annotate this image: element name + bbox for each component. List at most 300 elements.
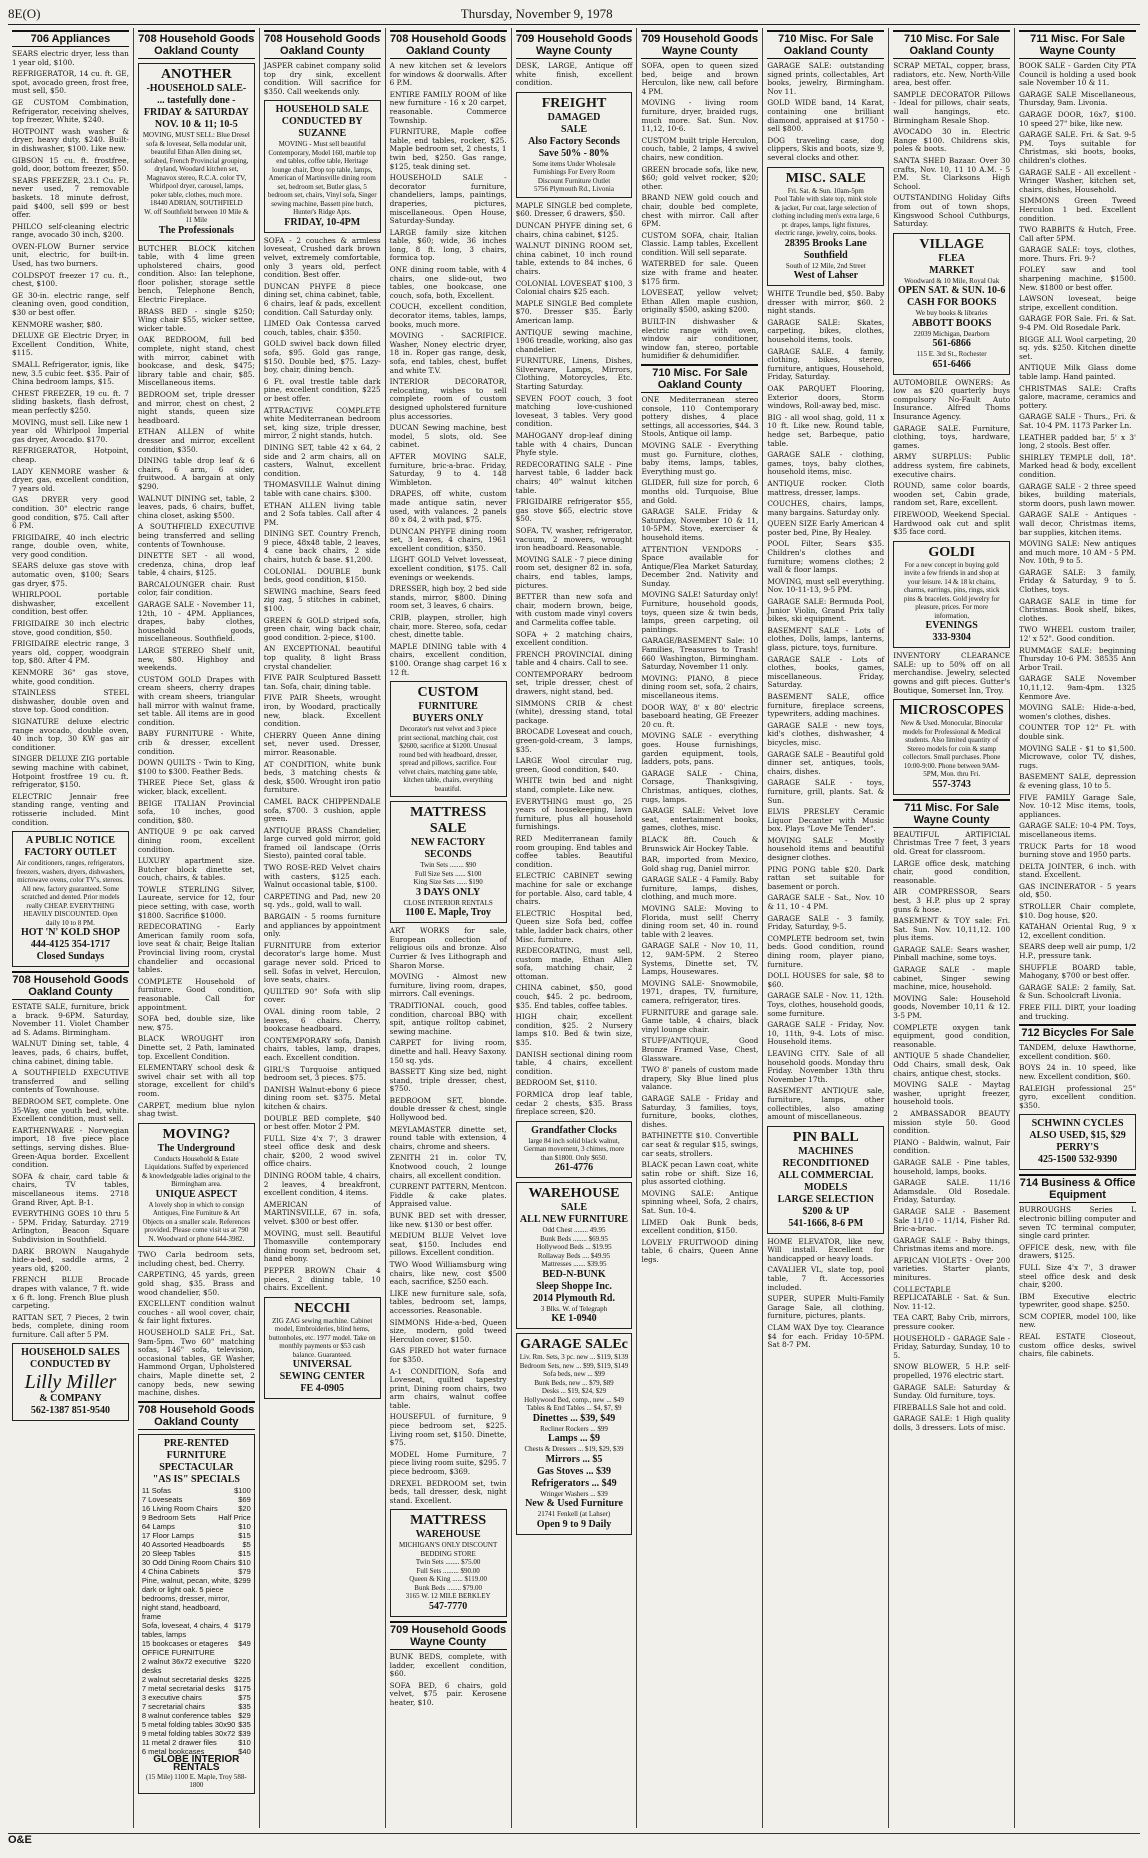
classified-ad: GARAGE SALE. 4 family, clothing, bikes, stereo, furniture, antiques, Household, Friday, Saturday. [767, 346, 885, 382]
price-item: 5 metal folding tables 30x90 [141, 1719, 236, 1729]
classified-ad: LARGE Wool circular rug, green, Good condition, $40. [515, 756, 633, 774]
classified-ad: GARAGE SALE: 10-4 PM. Toys, miscellaneous items. [1019, 821, 1137, 839]
display-ad-line: FE 4-0905 [300, 1383, 345, 1395]
price-item: 7 Loveseats [141, 1494, 183, 1504]
price-value: $39 [238, 1728, 251, 1738]
classified-ad: QUEEN SIZE Early American 4 poster bed, Pine, By Healey. [767, 519, 885, 537]
classified-ad: CONTEMPORARY bedroom set, triple dresser, chest of drawers, night stand, bed. [515, 669, 633, 697]
display-ad-line: South of 12 Mile, 2nd Street [785, 261, 866, 270]
section-header: 709 Household Goods Wayne County [390, 1621, 507, 1650]
classified-ad: AN EXCEPTIONAL beautiful top quality, 8 light Brass crystal chandelier. [263, 644, 381, 671]
classified-ad: ART WORKS for sale, European collection of religious oils and bronze. Also Currier & Ives Lithograph and Sharon Morse. [389, 926, 507, 970]
classified-ad: CONTEMPORARY sofa, Danish chairs, tables, lamp, drapes, each. Excellent condition. [263, 1035, 381, 1062]
classified-ad: CHERRY Queen Anne dining set, never used. Dresser, mirror. Reasonable. [263, 730, 381, 757]
classified-ad: GIBSON 15 cu. ft. frostfree, gold, door, bottom freezer, $50. [12, 155, 129, 174]
display-ad-line: 562-1387 851-9540 [30, 1405, 111, 1417]
display-ad-line: MATTRESS SALE [410, 805, 487, 837]
display-ad-line: CONDUCTED BY SUZANNE [281, 116, 363, 140]
classified-ad: WALNUT DINING set, table, 2 leaves, pads, 6 chairs, buffet, china closet, asking $500. [137, 493, 255, 520]
classified-ad: GARAGE SALE: 1 High quality dolls, 3 dressers. Lots of misc. [893, 1414, 1011, 1432]
classified-ad: CARPET, medium blue nylon shag twist. [137, 1100, 255, 1119]
display-ad-bednbunk [516, 1182, 633, 1329]
classified-ad: RALEIGH professional 25" gyro, excellent condition. $350. [1019, 1083, 1137, 1110]
classified-ad: MOVING SALE: Antique spinning wheel, Sofa, 2 chairs, Sat. Sun. 10-4. [641, 1188, 759, 1216]
classified-ad: FRIGIDAIRE refrigerator $55, gas stove $65, electric stove $50. [515, 497, 633, 524]
display-ad-line: Mirrors ... $5 [545, 1453, 603, 1465]
price-row [142, 1648, 251, 1657]
classified-ad: AUTOMOBILE OWNERS: As low as $20 quarterly buys compulsory No-Fault Auto Insurance. Alfred Thoms Insurance Agency. [893, 377, 1011, 422]
display-ad-line: CONDUCTED BY [30, 1359, 111, 1371]
display-ad-line: Air conditioners, ranges, refrigerators, freezers, washers, dryers, dishwashers, microwave ovens, color TV's, stereos. All new, factory guaranteed. Some scratched and dented. Prior models really CHEAP. EVERYTHING HEAVILY DISCOUNTED. Open daily 10 to 8 PM. [16, 859, 125, 927]
classified-ad: BIGGE ALL Wool carpeting, 20 sq. yds. $250. Kitchen dinette set. [1019, 334, 1137, 361]
classified-ad: 6 Ft. oval trestle table dark pine, excellent condition, $225 or best offer. [263, 376, 381, 403]
classified-ad: FULL Size 4'x 7', 3 drawer steel office desk and desk chair, $200, 2 wood swivel office chairs. [263, 1133, 381, 1169]
classified-ad: GOLD swivel back down filled sofa, $95. Gold gas range, $150. Double bed, $75. Lazy-boy, chair, dining bench. [263, 339, 381, 375]
classified-ad: SEVEN FOOT couch, 3 foot matching love-cushioned loveseat, 3 tables. Very good condition. [515, 393, 633, 429]
price-item: 11 metal 2 drawer files [141, 1737, 217, 1747]
display-ad-line: 18440 ADRIAN, SOUTHFIELD [149, 199, 243, 207]
classified-ad: DOG traveling case, dog clippers, Skis and boots, size 9, several clocks and other. [767, 135, 885, 162]
display-ad-line: 28395 Brooks Lane [784, 237, 867, 249]
classified-ad: GARAGE SALE: Skates, carpeting, bikes, clothes, household items, tools. [767, 317, 885, 344]
classified-ad: A SOUTHFIELD EXECUTIVE being transferred and selling contents of Townhouse. [137, 522, 255, 549]
classified-ad: DUNCAN PHYFE 8 piece dining set, china cabinet, table, 6 chairs, leaf & pads, excellent condition. Call Saturday only. [263, 281, 381, 317]
classified-ad: GARAGE SALE - 3 family, Friday, Saturday, 9-5. [767, 913, 885, 932]
display-ad-line: KE 1-0940 [551, 1313, 597, 1325]
display-ad-line: King Size Sets ...... $190 [413, 878, 483, 887]
classified-ad: GE CUSTOM Combination, Refrigerator, receiving shelves, top freezer, White, $240. [12, 97, 129, 125]
display-ad-line: Also Factory Seconds [528, 135, 620, 147]
display-ad-micro [893, 699, 1010, 795]
display-ad-line: HOUSEHOLD SALES [21, 1347, 120, 1359]
display-ad-line: -HOUSEHOLD SALE- [146, 83, 247, 94]
classified-ad: GARAGE SALE - Nov. 11, 12th. Toys, clothes, household goods, some furniture. [767, 991, 885, 1018]
classified-ad: GARAGE SALE: toys, clothes, more. Thurs. Fri. 9-? [1019, 245, 1137, 263]
display-ad-pinball [767, 1126, 884, 1234]
classified-ad: CUSTOM built triple Herculon, couch, table, 2 lamps, 4 swivel chairs, new condition. [641, 135, 759, 162]
classified-ad: HOUSEFUL of furniture, 9 piece bedroom set, $225. Living room set, $150. Dinette, $75. [389, 1412, 507, 1448]
column-4 [385, 28, 511, 1828]
classified-ad: FRENCH BLUE Brocade drapes with valance, 7 ft. wide x 6 ft. long. French Blue plush carpeting. [12, 1275, 129, 1311]
classified-ad: FURNITURE and garage sale. Game table, 4 chairs, black vinyl lounge chair. [641, 1007, 759, 1034]
classified-ad: MOVING SALE: Moving to Florida, must sell! Cherry dining room set, 40 in. round table with 2 leaves. [641, 904, 759, 939]
classified-ad: MAPLE DINING table with 4 chairs, excellent condition, $100. Orange shag carpet 16 x 12 ft. [389, 641, 507, 677]
classified-ad: GREEN brocade sofa, like new, $60; gold velvet rocker, $20; other. [641, 164, 759, 191]
classified-ad: GARAGE SALE - Beautiful gold dinner set, antiques, tools, chairs, dishes. [767, 749, 885, 776]
price-value: $15 [238, 1530, 251, 1540]
display-ad-line: Conducts Household & Estate Liquidations. Staffed by experienced & knowledgeable ladies original to the Birmingham area. [142, 1154, 251, 1189]
display-ad-line: PIN BALL [792, 1129, 859, 1145]
classified-ad: LIKE new furniture sale, sofa, tables, bedroom set, lamps, accessories. Reasonable. [389, 1288, 507, 1315]
classified-ad: MOVING: PIANO, 8 piece dining room set, sofa, 2 chairs, miscellaneous items. [641, 673, 759, 700]
classified-ad: AFRICAN VIOLETS - Over 200 varieties. Starter plants, minitures. [893, 1255, 1011, 1283]
section-header: 710 Misc. For Sale Oakland County [767, 30, 884, 59]
classified-ad: SEARS deluxe gas stove with automatic oven, $100; Sears gas dryer, $75. [12, 561, 129, 588]
classified-ad: KENMORE washer, $80. [12, 319, 103, 329]
price-item: 16 Living Room Chairs [141, 1503, 218, 1513]
classified-ad: COLLECTABLE REPLICATABLE - Sat. & Sun. Nov. 11-12. [893, 1284, 1011, 1311]
classified-ad: SMALL Refrigerator, ignis, like new, 3.5 cubic feet. $35. Pair of China bedroom lamps, $15. [12, 360, 129, 387]
classified-ad: BIG - all wool shag, gold, 11 x 10 ft. Like new. Round table, hedge set, Barbeque, patio table. [767, 412, 885, 448]
classified-ad: DARK BROWN Naugahyde hide-a-bed, saddle arms, 2 years old, $200. [12, 1246, 129, 1273]
display-ad-suzanne [264, 100, 381, 233]
masthead [8, 4, 1140, 25]
classified-ad: HOUSEHOLD SALE Fri., Sat. 9am-5pm. Two 60" matching sofas, 146" sofa, television, occasional tables, GE Washer, Hammond Organ, Upholstered chairs, Maple dinette set, 2 canopy beds, new sewing machine, dishes. [137, 1327, 255, 1398]
price-row [142, 1567, 251, 1576]
classified-ad: REFRIGERATOR, 14 cu. ft. GE, spot, avocado green, frost free, must sell, $50. [12, 69, 129, 96]
classified-ad: GE 30-in. electric range, self cleaning oven, good condition, $30 or best offer. [12, 290, 129, 318]
display-ad-line: ANOTHER [160, 67, 232, 82]
classified-ad: ANTIQUE 9 pc oak carved dining room, excellent condition. [137, 827, 255, 854]
column-5 [511, 28, 637, 1828]
classified-ad: GARAGE SALE. 11/16 Adamsdale. Old Rosedale. Friday, Saturday. [893, 1178, 1011, 1205]
price-item: 20 Sleep Tables [141, 1548, 196, 1558]
classified-ad: CHEST FREEZER, 19 cu. ft. 7 sliding baskets, flash defrost, mean perfectly $250. [12, 388, 129, 415]
display-ad-line: Full Sets ......... $90.00 [416, 1566, 480, 1575]
section-header: 708 Household Goods Oakland County [264, 30, 381, 59]
classified-ad: JASPER cabinet company solid top dry sink, excellent condition. Will sacrifice for $350. Call weekends only. [263, 61, 381, 96]
classified-ad: EARTHENWARE - Norwegian import, 18 five piece place settings, serving dishes. Blue-Green-Aqua border. Excellent condition. [12, 1125, 129, 1170]
price-item: 15 bookcases or etageres [141, 1638, 229, 1648]
classified-ad: BROCADE Loveseat and couch, green-gold-cream, 3 lamps, $35. [515, 727, 633, 754]
display-ad-line: SALE [560, 123, 588, 135]
classified-ad: ATTENTION VENDORS - Space available for Antique/Flea Market Saturday, December 2nd. Nativity and Sunday. [641, 544, 759, 588]
classified-ad: ANTIQUE 5 shade Chandelier, Odd Chairs, small desk, Oak chairs, antique chest, stocks. [893, 1051, 1011, 1078]
classified-ad: GREEN & GOLD striped sofa, green chair, wing back chair, good condition. 2-piece, $100. [263, 615, 381, 642]
classified-ad: FIREWOOD, Weekend Special. Hardwood oak cut and split $35 face cord. [893, 510, 1011, 537]
section-header: 714 Business & Office Equipment [1019, 1174, 1136, 1203]
display-ad-line: UNIQUE ASPECT [155, 1188, 238, 1200]
section-header: 708 Household Goods Oakland County [138, 1401, 255, 1430]
classified-ad: GARAGE SALE in time for Christmas. Book shelf, bikes, clothes. [1019, 596, 1137, 623]
classified-ad: EVERYTHING must go, 25 years of housekeeping, lawn furniture, plus all household furnishings. [515, 796, 633, 832]
display-ad-line: SEWING CENTER [279, 1371, 365, 1383]
display-ad-line: Hollywood Bed, comp., new ... $49 [524, 1395, 624, 1404]
display-ad-line: Grandfather Clocks [531, 1124, 617, 1136]
price-value: $179 [234, 1620, 251, 1630]
classified-ad: AIR COMPRESSOR, Sears best, 3 H.P. plus up 2 spray guns & hose. [893, 887, 1011, 914]
classified-ad: BUILT-IN dishwasher & electric range with oven, window air conditioner, window fan, stereo, portable humidifier & dehumidifier. [641, 317, 759, 361]
price-item: 17 Floor Lamps [141, 1530, 194, 1540]
display-ad-line: large 84 inch solid black walnut, German movement, 3 chimes, more than $1800. Only $650. [523, 1136, 625, 1162]
classified-ad: BAR, imported from Mexico, Gold shag rug, Daniel mirror. [641, 855, 759, 873]
classified-ad: GARAGE SALE - November 11, 12th, 10 - 4PM. Appliances, drapes, baby clothes, household goods, miscellaneous. Southfield. [137, 600, 255, 644]
display-ad-line: Rollaway Beds .... $49.95 [537, 1251, 611, 1260]
price-value: $35 [238, 1701, 251, 1711]
classified-ad: FIREBALLS Sale hot and cold. [893, 1402, 1007, 1412]
classified-ad: SNOW BLOWER, 5 H.P. self-propelled, 1976 electric start. [893, 1362, 1011, 1380]
classified-ad: BASEMENT SALE - Lots of clothes, Dolls, lamps, lanterns, glass, picture, toys, furniture. [767, 625, 885, 652]
display-ad-line: "AS IS" SPECIALS [152, 1473, 240, 1485]
price-row [142, 1621, 251, 1639]
price-row [142, 1504, 251, 1513]
price-item: 40 Assorted Headboards [141, 1539, 225, 1549]
price-value: $75 [238, 1692, 251, 1702]
price-item: Sofa, loveseat, 4 chairs, 4 tables, lamps [141, 1620, 229, 1639]
classified-ad: DRESSER, high boy, 2 bed side stands, mirror, $800. Dining room set, 3 leaves, 6 chairs. [389, 584, 507, 611]
column-8 [888, 28, 1014, 1828]
classified-ad: INTERIOR DECORATOR, relocating, wishes to sell complete room of custom designed upholstered furniture plus accessories. [389, 377, 507, 421]
price-item: 11 Sofas [141, 1485, 171, 1495]
classified-ad: BASEMENT SALE, depression & evening glass, 10 to 5. [1019, 772, 1137, 790]
display-ad-line: MISC. SALE [785, 170, 866, 186]
classified-ad: SANTA SHED Bazaar. Over 30 crafts, Nov. 10, 11 10 A.M. - 5 P.M. St. Clarksons High School. [893, 155, 1011, 191]
display-ad-line: Recliner Rockers ... $99 [540, 1424, 608, 1433]
display-ad-line: Mattresses ....... $39.95 [541, 1260, 607, 1269]
classified-ad: SOFA BED, 6 chairs, gold velvet, $75 pair. Kerosene heater, $10. [389, 1680, 507, 1707]
classified-ad: MOVING - living room furniture, dryer, braided rugs, much more. Sat. Sun. Nov. 11,12, 10-6. [641, 98, 759, 134]
classified-ad: GARAGE SALE: 3 family, Friday & Saturday, 9 to 5. Clothes, toys. [1019, 567, 1137, 595]
price-value: $220 [234, 1656, 251, 1666]
display-ad-goldi [893, 541, 1010, 649]
column-1 [8, 28, 133, 1828]
classified-ad: MAHOGANY drop-leaf dining table with 4 chairs, Duncan Phyfe style. [515, 431, 633, 458]
price-row [142, 1702, 251, 1711]
price-value: $10 [238, 1737, 251, 1747]
classified-ad: COLDSPOT freezer 17 cu. ft., chest, $100. [12, 270, 129, 289]
price-row [142, 1540, 251, 1549]
display-ad-line: Wringer Washers ... $39 [540, 1489, 608, 1498]
classified-ad: LADY KENMORE washer & dryer, gas, excellent condition, 7 years old. [12, 466, 129, 493]
classified-ad: MOVING SALE- Snowmobile, 1971, drapes, TV, furniture, camera, refrigerator, tires. [641, 978, 759, 1005]
classified-ad: GARAGE SALE - toys, furniture, grill, plants. Sat. & Sun. [767, 778, 885, 805]
classified-ad: GARAGE SALE: outstanding signed prints, collectables, Art books, jewelry, Birmingham. Nov 11. [767, 61, 885, 96]
display-ad-line: UNIVERSAL [292, 1359, 352, 1371]
classified-ad: COMPLETE Household of furniture. Good condition, reasonable. Call for appointment. [137, 976, 255, 1012]
display-ad-line: RECONDITIONED [782, 1157, 870, 1169]
classified-ad: COUNTER TOP 12" Ft. with double sink. [1019, 723, 1137, 741]
classified-ad: BEDROOM Set, $110. [515, 1078, 598, 1088]
classified-ad: QUILTED 90" Sofa with slip cover. [263, 986, 381, 1005]
display-ad-line: ALL NEW FURNITURE [519, 1214, 629, 1226]
classified-ad: ZENITH 21 in. color TV, Knotwood couch, 2 lounge chairs, all excellent condition. [389, 1153, 507, 1180]
classified-ad: HIGH chair, excellent condition, $25. 2 Nursery lamps $10. Bed & twin size, $35. [515, 1012, 633, 1048]
display-ad-line: FURNITURE [418, 701, 478, 713]
classified-ad: GARAGE/BASEMENT Sale: 10 Families, Treasures to Trash! 660 Washington, Birmingham. Saturday, November 11 only. [641, 636, 759, 672]
section-header: 708 Household Goods Oakland County [390, 30, 507, 59]
classified-ad: BRASS BED - single $250; Wing chair $55, wicker settee, wicker table. [137, 306, 255, 333]
classified-ad: MOVING Sale: Household goods, November 10,11 & 12. 3-5 PM. [893, 993, 1011, 1021]
classified-ad: TRADITIONAL couch, good condition, charcoal BBQ with spit, antique rolltop cabinet, sewing machine. [389, 1000, 507, 1036]
classified-ad: GARAGE SALE November 10,11,12. 9am-4pm. 1325 Kenmore Ave. [1019, 674, 1137, 701]
display-ad-line: FRIDAY, 10-4PM [284, 216, 361, 228]
display-ad-line: MICROSCOPES [899, 703, 1004, 719]
classified-ad: TWO RABBITS & Hutch, Free. Call after 5PM. [1019, 225, 1137, 243]
display-ad-line: ALSO USED, $15, $29 [1029, 1130, 1126, 1142]
display-ad-freight [516, 92, 633, 198]
display-ad-line: LARGE SELECTION [777, 1193, 874, 1205]
display-ad-line: MOVING, MUST SELL: Blue Dresel sofa & loveseat, Sella modular unit, beautiful Ethan Allen dining set, sofabed, French Provincial grouping, dryland, Woodard kitchen set, Magnavox stereo, R.C.A. color TV, Whirlpool dryer, carousel, lamps, poker table, clothes, much more. [142, 131, 250, 199]
classified-ad: LIGHT GOLD Velvet lovesseat, excellent condition, $175. Call evenings or weekends. [389, 555, 507, 582]
classified-ad: SCRAP METAL, copper, brass, radiators, etc. New, North-Ville area, best offer. [893, 61, 1011, 88]
display-ad-line: The Underground [157, 1142, 235, 1154]
classified-ad: SOFA, open to queen sized bed, beige and brown Herculon, like new, call before 4 PM. [641, 61, 759, 96]
classified-ad: A-1 CONDITION, Sofa and Loveseat, quilted tapestry print, Dining room chairs, two arm chairs, walnut coffee table. [389, 1366, 507, 1410]
classified-ad: BUTCHER BLOCK kitchen table, with 4 lime green upholstered chairs, good condition. Also: Ian telephone, floor polisher, storage settle bench, Telephone Bench, Electric Fireplace. [137, 243, 255, 305]
classified-ad: LARGE office desk, matching chair, good condition, reasonable. [893, 858, 1011, 885]
price-item: 2 walnut secretarial desks [141, 1674, 229, 1684]
classified-ad: DOLL HOUSES for sale, $8 to $60. [767, 971, 885, 989]
price-row [142, 1549, 251, 1558]
display-ad-line: Refrigerators ... $49 [531, 1477, 617, 1489]
display-ad-line: Bunk Beds, new ... $79, $89 [534, 1378, 614, 1387]
display-ad-line: Twin Sets ........ $75.00 [415, 1558, 481, 1567]
classified-ad: GARAGE SALE. Fri. & Sat. 9-5 PM. Toys suitable for Christmas, ski boots, books, children's clothes. [1019, 130, 1137, 165]
display-ad-line: Twin Sets ........ $90 [420, 861, 476, 870]
classified-ad: OAK BEDROOM, full bed complete, night stand, chest with mirror, cabinet with bookcase, and desk, $475; library table and chair, $85. Miscellaneous items. [137, 335, 255, 388]
price-item: Pine, walnut, pecan, white, dark or light oak. 5 piece bedrooms, dresser, mirror, night stand, headboard, frame [141, 1575, 232, 1621]
classified-ad: FRENCH PROVINCIAL dining table and 4 chairs. Call to see. [515, 649, 633, 668]
classified-ad: HOUSEHOLD - GARAGE Sale - Friday, Saturday, Sunday, 10 to 5. [893, 1333, 1011, 1360]
classified-ad: ONE Mediterranean stereo console, 110 Contemporary pottery dishes, 4 place settings, all accessories, $44. 3 Stools, Antique oil lamp. [641, 395, 759, 439]
section-header: 706 Appliances [12, 30, 129, 47]
classified-ad: BETTER than new sofa and chair, modern brown, beige, with custom made vinyl covers and Carmelita coffee table. [515, 592, 633, 627]
classified-ad: BARCALOUNGER chair. Rust color, fair condition. [137, 579, 255, 598]
classified-ad: ANTIQUE Milk Glass dome table lamp. Hand painted. [1019, 363, 1137, 381]
display-ad-line: 547-7770 [428, 1600, 468, 1612]
classified-ad: GARAGE SALE - Thurs., Fri. & Sat. 10-4 PM. 1173 Parker Ln. [1019, 412, 1137, 430]
section-header: 710 Misc. For Sale Oakland County [641, 364, 758, 393]
display-ad-globe [138, 1434, 255, 1794]
classified-ad: BUNK BEDS, complete, with ladder, excellent condition, $60. [389, 1651, 507, 1679]
classified-ad: THREE Piece Set, glass & wicker, black, excellent. [137, 778, 255, 796]
display-ad-line: 425-1500 532-9390 [1037, 1154, 1118, 1166]
price-value: $10 [238, 1557, 251, 1567]
price-row [142, 1684, 251, 1693]
classified-ad: STAINLESS STEEL dishwasher, double oven and stove top. Good condition. [12, 688, 129, 715]
classified-ad: MAPLE SINGLE bed complete, $60. Dresser, 6 drawers, $50. [515, 200, 633, 219]
display-ad-line: Pool Table with slate top, mink stole & jacket, Fur coat, large selection of clothing including men's extra large, 6 pr. drapes, lamps, light fixtures, electric range, jewelry, coins, books. [772, 195, 880, 238]
classified-ad: SEWING machine, Sears feed zig zag, 5 stitches in cabinet, $100. [263, 586, 381, 614]
price-value: Half Price [218, 1512, 251, 1522]
classified-ad: FOLEY saw and tool sharpening machine, $1500. New. $1800 or best offer. [1019, 265, 1137, 292]
classified-ad: SUPER, SUPER Multi-Family Garage Sale, all clothing, furniture, pictures, plants. [767, 1294, 885, 1321]
display-ad-line: 5756 Plymouth Rd., Livonia [534, 185, 614, 194]
price-value: $10 [238, 1521, 251, 1531]
classified-ad: GARAGE SALE - Basement Sale 11/10 - 11/14, Fisher Rd. Bric-a-brac. [893, 1206, 1011, 1234]
display-ad-line: Bunk Beds ........ $69.95 [540, 1234, 608, 1243]
classified-ad: FURNITURE from exterior decorator's large home. Must garage never sold. Priced to sell. Sofas in velvet, Herculon, love seats, chairs. [263, 940, 381, 985]
display-ad-line: 557-3743 [932, 778, 971, 790]
display-ad-salec [516, 1333, 633, 1535]
classified-ad: BLACK WROUGHT iron Dinette set, 2 Path, laminated top. Excellent Condition. [137, 1034, 255, 1061]
price-row [142, 1711, 251, 1720]
classified-ad: GLIDER, full size for porch, 6 months old. Turquoise, Blue and Gold. [641, 478, 759, 505]
classified-ad: DUCAN Sewing machine, best model, 5 slots, old. See cabinet. [389, 423, 507, 450]
classified-ad: STUFF/ANTIQUE, Good Bronze Framed Vase, Chest, Glassware. [641, 1036, 759, 1063]
price-value: $20 [238, 1503, 251, 1513]
classified-ad: MOVING, must sell. Beautiful Thomasville contemporary dining room set, bedroom set, hand ebony. [263, 1228, 381, 1264]
classified-ad: ELVIS PRESLEY Ceramic Liquor Decanter with Music box. Plays "Love Me Tender". [767, 807, 885, 834]
display-ad-line: West of Lahser [793, 270, 859, 282]
price-item: 7 metal secretarial desks [141, 1683, 225, 1693]
classified-ad: REDECORATING, must sell, custom made, Ethan Allen sofa, matching chair, 2 ottoman. [515, 946, 633, 981]
display-ad-line: MOVING? [162, 1126, 231, 1142]
display-ad-line: Queen & King ...... $119.00 [409, 1575, 487, 1584]
display-ad-line: $200 & UP [802, 1205, 850, 1217]
classified-ad: SIGNATURE deluxe electric range avocado, double oven, 40 inch top, 30 KW gas air conditioner. [12, 716, 129, 752]
classified-ad: BEIGE ITALIAN Provincial sofa, 10 inches, good condition, $80. [137, 798, 255, 825]
price-value: $29 [238, 1710, 251, 1720]
display-ad-line: Save 50% - 80% [538, 147, 610, 159]
classified-ad: COMPLETE oxygen tank equipment, good condition, reasonable. [893, 1022, 1011, 1049]
section-header: 708 Household Goods Oakland County [12, 971, 129, 1000]
classified-ad: COUCHES, chairs, lamps, many bargains. Saturday only. [767, 499, 885, 517]
classified-ad: WHITE Trundle bed, $50. Baby dresser with mirror, $60. 2 night stands. [767, 289, 885, 316]
classified-ad: BEAUTIFUL ARTIFICIAL Christmas Tree 7 feet, 3 years old. Great for classroom. [893, 829, 1011, 856]
display-ad-line: Desks ... $19, $24, $29 [541, 1387, 607, 1396]
classified-ad: BURROUGHS Series L electronic billing computer and seven TC terminal computer, single card printer. [1019, 1205, 1137, 1241]
classified-ad: ESTATE SALE, furniture, brick a brack. 9-6PM. Saturday, November 11. Violet Chamber ad S. Adams. Birmingham. [12, 1002, 129, 1037]
classified-ad: BLACK 8ft. Couch & Brunswick Air Hockey Table. [641, 834, 759, 853]
classified-ad: HOUSEHOLD SALE - decorator furniture, chandeliers, lamps, paintings, draperies, pictures, miscellaneous. Open House, Saturday-Sunday. [389, 173, 507, 226]
display-ad-line: 21741 Fenkell (at Lahser) [537, 1510, 611, 1519]
display-ad-line: 22039 Michigan, Dearborn [913, 329, 990, 338]
display-ad-line: Odd Chest ........ 49.95 [542, 1226, 606, 1235]
classified-ad: MOVING SALE - Everything must go. Furniture, clothes, baby items, lamps, tables, Everything must go. [641, 440, 759, 476]
classified-ad: GARAGE SALE - Pine tables, household, lamps, books. [893, 1157, 1011, 1176]
classified-ad: BOYS 24 in. 10 speed, like new. Excellent condition, $60. [1019, 1063, 1137, 1081]
classified-ad: ATTRACTIVE COMPLETE white Mediterranean bedroom set, king size, triple dresser, mirror, 2 night stands, hutch. [263, 405, 381, 441]
classified-ad: A SOUTHFIELD EXECUTIVE transferred and selling contents of Townhouse. [12, 1068, 129, 1095]
classified-ad: MOVING - SACRIFICE. Washer, Noney electric dryer, 18 in. Roper gas range, desk, sofa, end tables, chest, buffet and white T.V. [389, 331, 507, 375]
display-ad-line: NEW FACTORY SECONDS [410, 837, 486, 861]
display-ad-line: Fri. Sat. & Sun. 10am-5pm [787, 186, 864, 195]
classified-ad: BARGAIN - 5 rooms furniture and appliances by appointment only. [263, 912, 381, 939]
classified-ad: RATTAN SET, 7 Pieces, 2 twin beds, complete, dining room furniture. Call after 5 PM. [12, 1312, 129, 1339]
classified-ad: LARGE family size kitchen table, $60; wide, 36 inches long, 8 ft. long, 3 chairs, formica top. [389, 227, 507, 263]
classified-ad: DUNCAN PHYFE dining set, 6 chairs, china cabinet, $125. [515, 220, 633, 239]
classified-ad: LEAVING CITY. Sale of all household goods. Monday thru Friday. November 13th thru November 17th. [767, 1048, 885, 1084]
classified-ad: FRIGIDAIRE, 40 inch electric range, double oven, white, very good condition. [12, 532, 129, 559]
classified-ad: OVEN-FLOW Burner service unit, electric, for built-in. Used, has two burners. [12, 241, 129, 269]
classified-ad: GARAGE SALE - Baby things, Christmas items and more. [893, 1235, 1011, 1254]
price-value: $5 [242, 1539, 251, 1549]
classified-ad: LARGE STEREO Shelf unit, new, $80. Highboy and weekends. [137, 646, 255, 673]
classified-ad: TOWLE STERLING Silver, Laureate, service for 12, four piece setting, with case, worth $1800. Sacrifice $1000. [137, 884, 255, 920]
classified-ad: RUMMAGE SALE: beginning Thursday 10-6 PM. 38535 Ann Arbor Trail. [1019, 645, 1137, 672]
display-ad-line: ZIG ZAG sewing machine. Cabinet model, Embroideries, blind hems, buttonholes, etc. 1977 model. Take on monthly payments or $53 cash balance. Guaranteed. [268, 1316, 376, 1359]
display-ad-footer: (15 Mile) 1100 E. Maple, Troy 588-1800 [145, 1772, 247, 1790]
display-ad-line: MATTRESS [410, 1513, 487, 1529]
classified-ad: SAMPLE DECORATOR Pillows - Ideal for pillows, chair seats, wall hangings, etc. Birmingham Resale Shop. [893, 89, 1011, 125]
classified-ad: GARAGE SALE - Sat., Nov. 10 & 11, 10 - 4 PM. [767, 893, 885, 912]
classified-ad: KENMORE 36" gas stove, white, good condition. [12, 668, 129, 686]
display-ad-line: 444-4125 354-1717 [30, 939, 111, 951]
classified-ad: GARAGE SALE - clothing, games, toys, baby clothes, household items, misc. [767, 450, 885, 477]
price-item: 64 Lamps [141, 1521, 175, 1531]
classified-ad: GARAGE SALE. Friday & Saturday, November 10 & 11, 10-5PM. Stove, exerciser & household items. [641, 507, 759, 542]
classified-ad: 2 AMBASSADOR BEAUTY mission style 50. Good condition. [893, 1108, 1011, 1136]
display-ad-line: Lilly Miller [24, 1371, 117, 1394]
display-ad-line: OPEN SAT. & SUN. 10-6 [897, 285, 1006, 297]
display-ad-line: Closed Sundays [36, 951, 105, 963]
classified-ad: CARPET for living room, dinette and hall. Heavy Saxony. 150 sq. yds. [389, 1038, 507, 1065]
classified-ad: AMERICAN of MARTINSVILLE, 67 in. sofa, velvet. $300 or best offer. [263, 1199, 381, 1227]
footer [8, 1833, 1140, 1854]
display-ad-line: ... tastefully done - [157, 95, 236, 106]
classified-ad: BEDROOM SET, complete. One 35-Way, one youth bed, white. Excellent condition, must sell. [12, 1097, 129, 1124]
price-value: $225 [234, 1674, 251, 1684]
classified-ad: BASSETT King size bed, night stand, triple dresser, chest, $750. [389, 1067, 507, 1094]
classified-ad: BASEMENT ANTIQUE sale, furniture, lamps, other collectibles, also amazing amount of miscellaneous. [767, 1086, 885, 1122]
display-ad-line: 333-9304 [932, 632, 971, 644]
display-ad-line: SCHWINN CYCLES [1031, 1118, 1124, 1130]
classified-ad: BATHINETTE $10. Convertible car seat & regular $15, swings, car seats, strollers. [641, 1131, 759, 1158]
classified-ad: BASEMENT & TOY sale: Fri. Sat. Sun. Nov. 10,11,12. 100 plus items. [893, 916, 1011, 943]
display-ad-line: Discount Furniture Outlet [537, 176, 611, 185]
display-ad-line: Gas Stoves ... $39 [537, 1465, 611, 1477]
